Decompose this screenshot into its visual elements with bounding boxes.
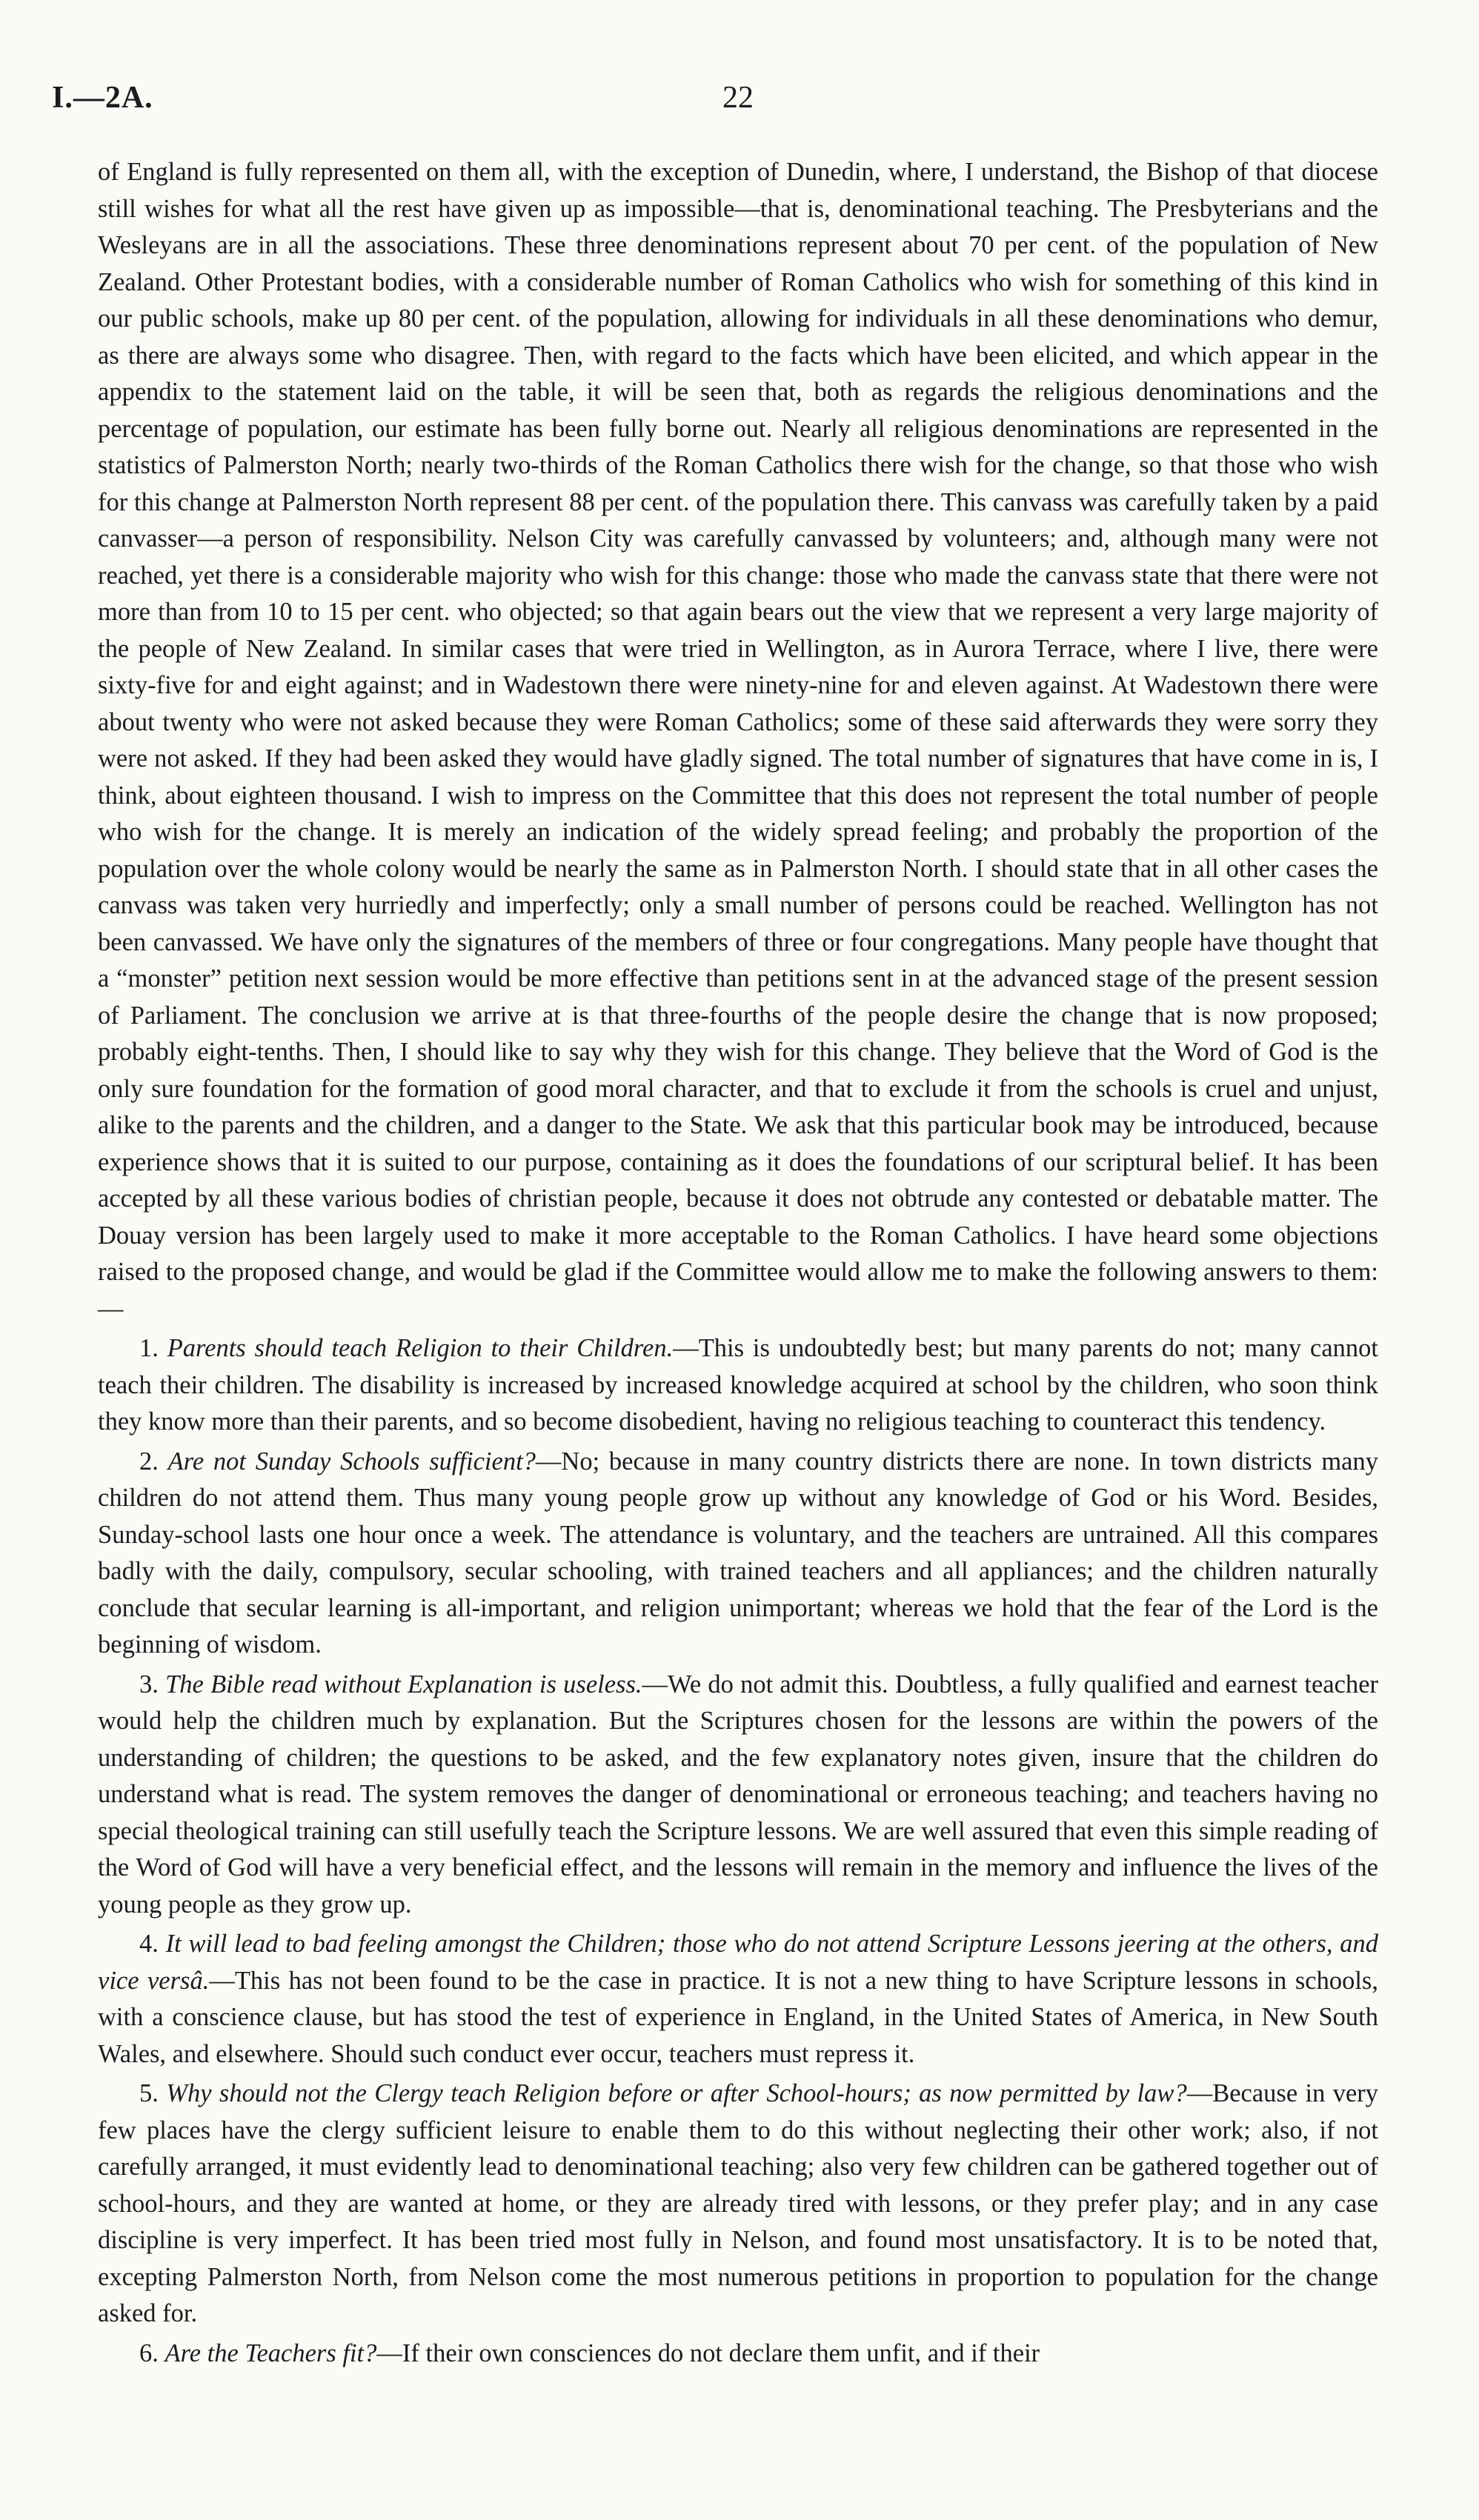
item-question: It will lead to bad feeling amongst the Children; those who do not attend Scripture Lessons jeering at the others, and vice versâ. (98, 1930, 1378, 1995)
item-question: Are not Sunday Schools sufficient? (167, 1447, 536, 1476)
paper-reference: I.—2A. (52, 81, 153, 115)
item-answer: —No; because in many country districts there are none. In town districts many children do not attend them. Thus many young people grow up without any knowledge of God or his Word. Besides, Sunday-school lasts one hour once a week. The attendance is voluntary, and the teachers are untrained. All this compares badly with the daily, compulsory, secular schooling, with trained teachers and all appliances; and the children naturally conclude that secular learning is all-important, and religion unimportant; whereas we hold that the fear of the Lord is the beginning of wisdom. (98, 1447, 1378, 1659)
objection-4 (98, 1926, 1378, 2073)
item-number: 5. (139, 2079, 159, 2107)
objection-3 (98, 1667, 1378, 1924)
item-question: The Bible read without Explanation is useless. (165, 1670, 642, 1699)
item-number: 3. (139, 1670, 159, 1699)
item-question: Are the Teachers fit? (164, 2339, 377, 2367)
item-number: 6. (139, 2339, 159, 2367)
item-answer: —This has not been found to be the case in practice. It is not a new thing to have Scripture lessons in schools, with a conscience clause, but has stood the test of experience in England, in the United States of America, in New South Wales, and elsewhere. Should such conduct ever occur, teachers must repress it. (98, 1966, 1378, 2068)
page-number: 22 (722, 81, 754, 115)
objection-5 (98, 2076, 1378, 2333)
body-text (98, 154, 1378, 2372)
objection-1 (98, 1330, 1378, 1441)
item-answer: —This is undoubtedly best; but many parents do not; many cannot teach their children. The disability is increased by increased knowledge acquired at school by the children, who soon think they know more than their parents, and so become disobedient, having no religious teaching to counteract this tendency. (98, 1334, 1378, 1436)
item-number: 1. (139, 1334, 159, 1362)
item-answer: —We do not admit this. Doubtless, a fully qualified and earnest teacher would help the children much by explanation. But the Scriptures chosen for the lessons are within the powers of the understanding of children; the questions to be asked, and the few explanatory notes given, insure that the children do understand what is read. The system removes the danger of denominational or erroneous teaching; and teachers having no special theological training can still usefully teach the Scripture lessons. We are well assured that even this simple reading of the Word of God will have a very beneficial effect, and the lessons will remain in the memory and influence the lives of the young people as they grow up. (98, 1670, 1379, 1919)
item-question: Why should not the Clergy teach Religion before or after School-hours; as now permitted by law? (166, 2079, 1187, 2107)
item-number: 4. (139, 1930, 159, 1958)
objection-6 (98, 2336, 1378, 2373)
item-answer: —If their own consciences do not declare them unfit, and if their (376, 2339, 1040, 2367)
item-answer: —Because in very few places have the clergy sufficient leisure to enable them to do this without neglecting their other work; also, if not carefully arranged, it must evidently lead to denominational teaching; also very few children can be gathered together out of school-hours, and they are wanted at home, or they are already tired with lessons, or they prefer play; and in any case discipline is very imperfect. It has been tried most fully in Nelson, and found most unsatisfactory. It is to be noted that, excepting Palmerston North, from Nelson come the most numerous petitions in proportion to population for the change asked for. (98, 2079, 1379, 2327)
intro-paragraph: of England is fully represented on them all, with the exception of Dunedin, where, I understand, the Bishop of that diocese still wishes for what all the rest have given up as impossible—that is, denominational teaching. The Presbyterians and the Wesleyans are in all the associations. These three denominations represent about 70 per cent. of the population of New Zealand. Other Protestant bodies, with a considerable number of Roman Catholics who wish for something of this kind in our public schools, make up 80 per cent. of the population, allowing for individuals in all these denominations who demur, as there are always some who disagree. Then, with regard to the facts which have been elicited, and which appear in the appendix to the statement laid on the table, it will be seen that, both as regards the religious denominations and the percentage of population, our estimate has been fully borne out. Nearly all religious denominations are represented in the statistics of Palmerston North; nearly two-thirds of the Roman Catholics there wish for the change, so that those who wish for this change at Palmerston North represent 88 per cent. of the population there. This canvass was carefully taken by a paid canvasser—a person of responsibility. Nelson City was carefully canvassed by volunteers; and, although many were not reached, yet there is a considerable majority who wish for this change: those who made the canvass state that there were not more than from 10 to 15 per cent. who objected; so that again bears out the view that we represent a very large majority of the people of New Zealand. In similar cases that were tried in Wellington, as in Aurora Terrace, where I live, there were sixty-five for and eight against; and in Wadestown there were ninety-nine for and eleven against. At Wadestown there were about twenty who were not asked because they were Roman Catholics; some of these said afterwards they were sorry they were not asked. If they had been asked they would have gladly signed. The total number of signatures that have come in is, I think, about eighteen thousand. I wish to impress on the Committee that this does not represent the total number of people who wish for the change. It is merely an indication of the widely spread feeling; and probably the proportion of the population over the whole colony would be nearly the same as in Palmerston North. I should state that in all other cases the canvass was taken very hurriedly and imperfectly; only a small number of persons could be reached. Wellington has not been canvassed. We have only the signatures of the members of three or four congregations. Many people have thought that a “monster” petition next session would be more effective than petitions sent in at the advanced stage of the present session of Parliament. The conclusion we arrive at is that three-fourths of the people desire the change that is now proposed; probably eight-tenths. Then, I should like to say why they wish for this change. They believe that the Word of God is the only sure foundation for the formation of good moral character, and that to exclude it from the schools is cruel and unjust, alike to the parents and the children, and a danger to the State. We ask that this particular book may be introduced, because experience shows that it is suited to our purpose, containing as it does the foundations of our scriptural belief. It has been accepted by all these various bodies of christian people, because it does not obtrude any contested or debatable matter. The Douay version has been largely used to make it more acceptable to the Roman Catholics. I have heard some objections raised to the proposed change, and would be glad if the Committee would allow me to make the following answers to them:— (98, 158, 1378, 1323)
item-number: 2. (139, 1447, 159, 1476)
objection-2 (98, 1444, 1378, 1664)
page-header (52, 80, 1423, 124)
item-question: Parents should teach Religion to their Children. (167, 1334, 674, 1362)
